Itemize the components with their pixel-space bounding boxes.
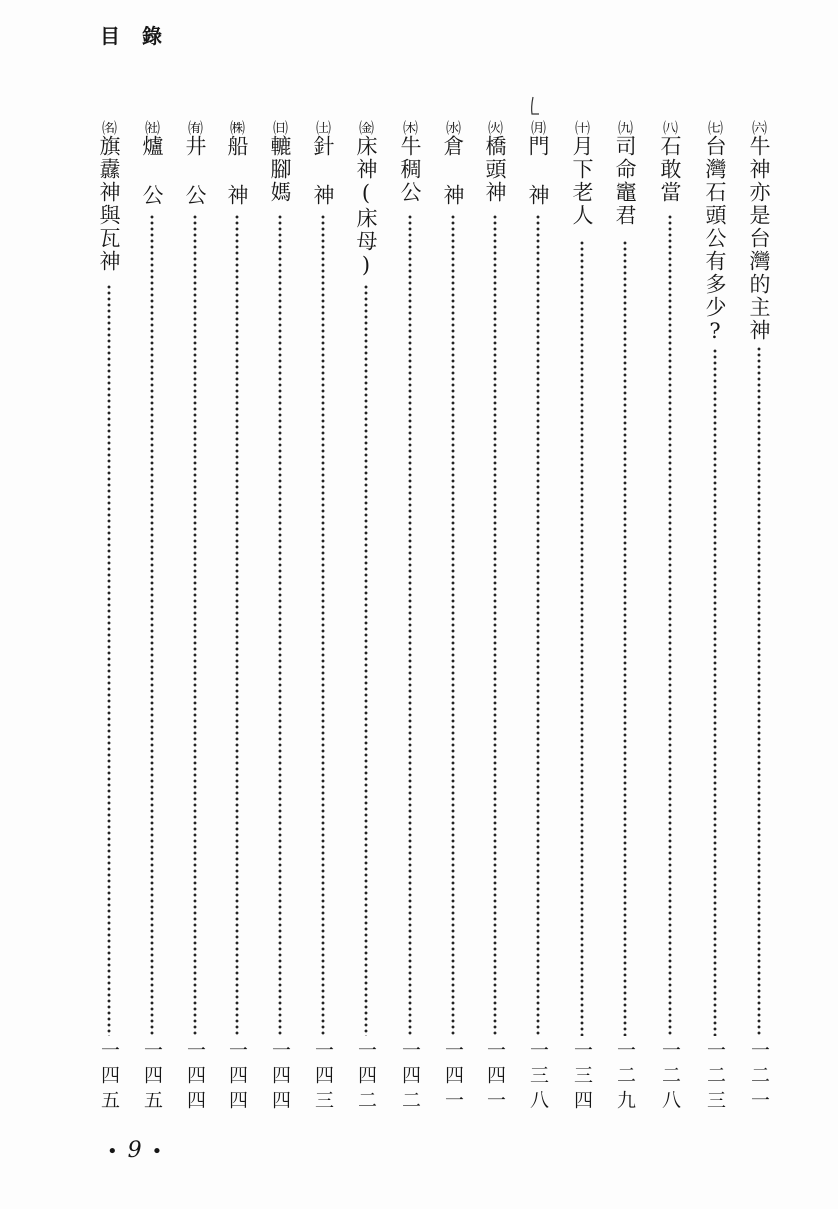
toc-entry-number: ㈥ [750,120,768,135]
toc-entry-label: 月下老人 [570,135,594,227]
toc-entry-title [398,120,422,204]
toc-entry-title [140,120,164,207]
toc-entry[interactable] [483,120,507,1120]
toc-entry-number: ㈱ [228,120,246,135]
toc-entry-page: 一二九 [614,1040,636,1115]
dot-leader [364,284,368,1036]
toc-entry-number: ㈳ [143,120,161,135]
toc-entry[interactable] [354,120,378,1120]
dot-leader [150,214,154,1036]
folio-dot-left: • [107,1141,118,1162]
toc-entry-page: 一四五 [141,1040,163,1115]
toc-entry-page: 一二三 [704,1040,726,1115]
pencil-mark-icon [527,96,541,116]
page-number-footer [97,1138,172,1163]
toc-entry[interactable] [526,120,550,1120]
folio-dot-right: • [151,1141,163,1162]
toc-entry[interactable] [311,120,335,1120]
toc-entry-number: ㈴ [100,120,118,135]
toc-entry-label: 旗纛神與瓦神 [97,135,121,273]
dot-leader [623,240,627,1036]
toc-entry-title [526,120,550,207]
toc-entry-number: ㈨ [616,120,634,135]
dot-leader [408,214,412,1036]
toc-entry-page: 一四五 [98,1040,120,1115]
toc-entry-label: 台灣石頭公有多少? [703,135,727,345]
toc-entry-page: 一二八 [659,1040,681,1115]
toc-entry-title [183,120,207,207]
toc-entry-label: 牛稠公 [398,135,422,204]
toc-entry-label: 倉 神 [441,135,465,207]
toc-entry-label: 石敢當 [658,135,682,204]
toc-entry[interactable] [398,120,422,1120]
toc-entry[interactable] [658,120,682,1120]
toc-entry-number: ㈰ [271,120,289,135]
toc-entry-page: 一四三 [312,1040,334,1115]
page-number: 9 [127,1138,142,1163]
toc-entry[interactable] [97,120,121,1120]
toc-entry-page: 一三四 [571,1040,593,1115]
toc-entry-title [311,120,335,207]
toc-entry[interactable] [268,120,292,1120]
toc-entry-label: 門 神 [526,135,550,207]
toc-entry-page: 一四二 [355,1040,377,1115]
toc-entry-number: ㈩ [573,120,591,135]
toc-entry-page: 一四一 [484,1040,506,1115]
toc-entry-number: ㈧ [661,120,679,135]
toc-entry-label: 牛神亦是台灣的主神 [747,135,771,342]
toc-entry-label: 船 神 [225,135,249,207]
toc-entry[interactable] [613,120,637,1120]
toc-entry-title [747,120,771,342]
toc-entry-page: 一四一 [442,1040,464,1115]
toc-entry-number: ㈮ [357,120,375,135]
toc-entry-page: 一四四 [184,1040,206,1115]
toc-entry[interactable] [441,120,465,1120]
toc-entry-label: 針 神 [311,135,335,207]
toc-entry-title [225,120,249,207]
dot-leader [321,214,325,1036]
toc-entry-page: 一二一 [748,1040,770,1115]
toc-entry-number: ㈪ [529,120,547,135]
toc-entry-page: 一四四 [269,1040,291,1115]
dot-leader [451,214,455,1036]
dot-leader [107,284,111,1036]
toc-entry-label: 床神(床母) [354,135,378,279]
toc-entry-number: ㈦ [706,120,724,135]
dot-leader [493,214,497,1036]
dot-leader [668,214,672,1036]
dot-leader [757,346,761,1036]
dot-leader [278,214,282,1036]
dot-leader [536,214,540,1036]
toc-entry-title [97,120,121,273]
dot-leader [580,240,584,1036]
toc-entry-number: ㈭ [401,120,419,135]
toc-entry-label: 爐 公 [140,135,164,207]
toc-entry-title [703,120,727,345]
toc-entry-number: ㈬ [444,120,462,135]
toc-entry-title [354,120,378,279]
toc-entry[interactable] [570,120,594,1120]
toc-entry-number: ㈲ [186,120,204,135]
toc-entry-label: 井 公 [183,135,207,207]
toc-entry-page: 一三八 [527,1040,549,1115]
toc-entry[interactable] [747,120,771,1120]
toc-entry-title [613,120,637,227]
toc-entry-number: ㈫ [486,120,504,135]
toc-entry-title [570,120,594,227]
toc-entry-label: 司命竈君 [613,135,637,227]
toc-entry-title [658,120,682,204]
toc-entry-number: ㈯ [314,120,332,135]
toc-entry-label: 橋頭神 [483,135,507,204]
toc-entry-page: 一四二 [399,1040,421,1115]
dot-leader [713,348,717,1036]
page-header-title: 目錄 [100,24,184,48]
toc-entry-title [268,120,292,204]
toc-entry[interactable] [183,120,207,1120]
toc-entry-label: 轆腳媽 [268,135,292,204]
dot-leader [193,214,197,1036]
toc-entry[interactable] [703,120,727,1120]
toc-entry[interactable] [225,120,249,1120]
toc-entry-page: 一四四 [226,1040,248,1115]
dot-leader [235,214,239,1036]
toc-entry-title [441,120,465,207]
toc-entry-title [483,120,507,204]
toc-entry[interactable] [140,120,164,1120]
